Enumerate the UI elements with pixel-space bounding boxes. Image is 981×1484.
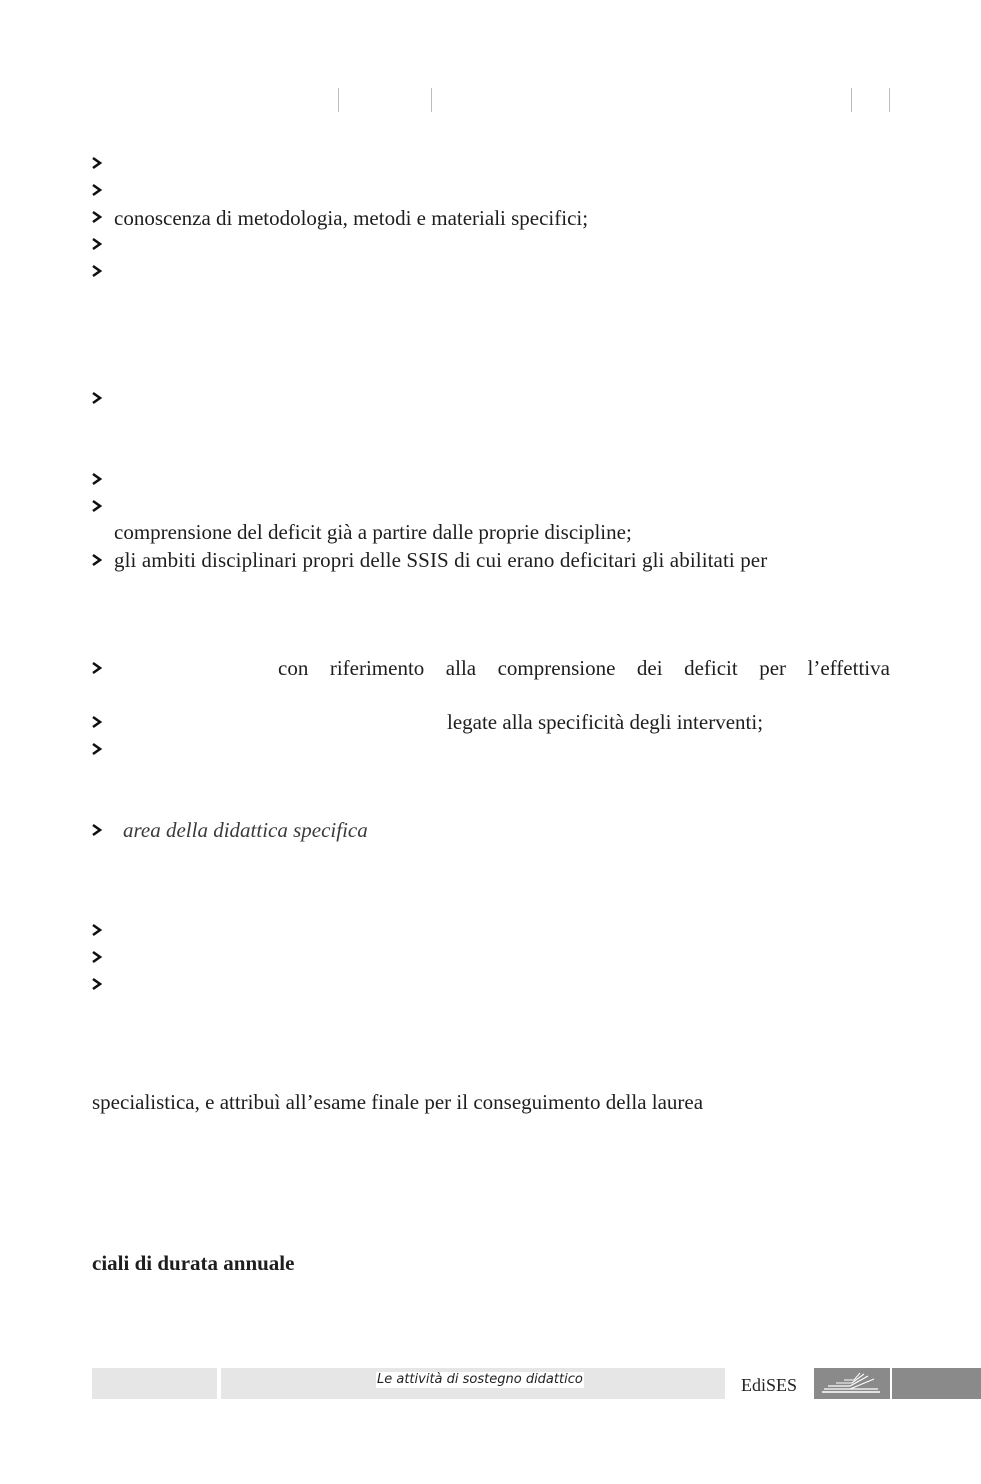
footer-bar-left xyxy=(92,1368,217,1399)
list-item xyxy=(278,656,890,680)
chevron-right-icon xyxy=(91,183,103,197)
word: dei xyxy=(636,656,663,680)
list-item: legate alla specificità degli interventi; xyxy=(447,710,764,734)
chevron-right-icon xyxy=(91,661,103,675)
footer-title: Le attività di sostegno didattico xyxy=(377,1372,583,1387)
page-number-box xyxy=(892,1368,981,1399)
word: alla xyxy=(445,656,477,680)
chevron-right-icon xyxy=(91,742,103,756)
chevron-right-icon xyxy=(91,391,103,405)
header-divider xyxy=(431,88,432,112)
chevron-right-icon xyxy=(91,950,103,964)
chevron-right-icon xyxy=(91,823,103,837)
chevron-right-icon xyxy=(91,264,103,278)
word: con xyxy=(278,656,309,680)
word: l’effettiva xyxy=(807,656,890,680)
chevron-right-icon xyxy=(91,923,103,937)
word: comprensione xyxy=(497,656,616,680)
chevron-right-icon xyxy=(91,210,103,224)
list-item: area della didattica specifica xyxy=(123,818,368,842)
word: deficit xyxy=(684,656,738,680)
chevron-right-icon xyxy=(91,237,103,251)
header-divider xyxy=(851,88,852,112)
chevron-right-icon xyxy=(91,977,103,991)
chevron-right-icon xyxy=(91,715,103,729)
chevron-right-icon xyxy=(91,472,103,486)
chevron-right-icon xyxy=(91,156,103,170)
publisher-name: EdiSES xyxy=(741,1375,798,1395)
word: riferimento xyxy=(329,656,425,680)
chevron-right-icon xyxy=(91,499,103,513)
paragraph-line: specialistica, e attribuì all’esame finale per il conseguimento della laurea xyxy=(92,1090,704,1114)
list-item: conoscenza di metodologia, metodi e materiali specifici; xyxy=(114,206,589,230)
book-icon xyxy=(814,1368,890,1399)
list-item: gli ambiti disciplinari propri delle SSIS di cui erano deficitari gli abilitati per xyxy=(114,548,768,572)
section-heading: ciali di durata annuale xyxy=(92,1251,295,1275)
word: per xyxy=(759,656,787,680)
list-item-continuation: comprensione del deficit già a partire dalle proprie discipline; xyxy=(114,520,632,544)
header-divider xyxy=(889,88,890,112)
chevron-right-icon xyxy=(91,553,103,567)
header-divider xyxy=(338,88,339,112)
